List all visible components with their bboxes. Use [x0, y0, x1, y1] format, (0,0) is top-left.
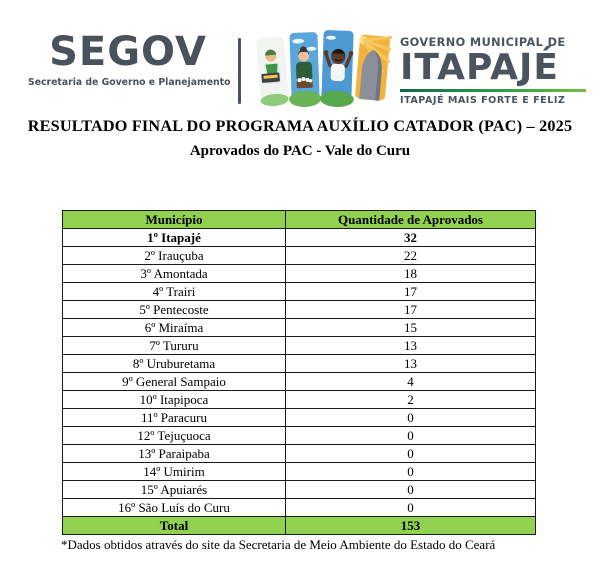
- municipio-cell: 13º Paraipaba: [63, 445, 286, 463]
- people-illustration-icon: [254, 26, 394, 110]
- aprovados-cell: 13: [286, 355, 536, 373]
- title-block: [0, 117, 600, 160]
- municipal-branding: [400, 36, 592, 106]
- total-label: Total: [63, 517, 286, 535]
- results-table: [62, 210, 536, 535]
- municipio-cell: 16º São Luís do Curu: [63, 499, 286, 517]
- table-row: [63, 301, 536, 319]
- municipio-cell: 1º Itapajé: [63, 229, 286, 247]
- table-row: [63, 319, 536, 337]
- table-total-row: [63, 517, 536, 535]
- table-row: [63, 283, 536, 301]
- government-line: GOVERNO MUNICIPAL DE: [400, 36, 566, 49]
- table-row: [63, 373, 536, 391]
- column-header-aprovados: Quantidade de Aprovados: [286, 211, 536, 229]
- city-slogan: ITAPAJÉ MAIS FORTE E FELIZ: [400, 95, 566, 107]
- table-row: [63, 445, 536, 463]
- aprovados-cell: 0: [286, 499, 536, 517]
- table-row: [63, 265, 536, 283]
- municipio-cell: 12º Tejuçuoca: [63, 427, 286, 445]
- city-name: ITAPAJÉ: [400, 47, 559, 88]
- municipio-cell: 4º Trairi: [63, 283, 286, 301]
- segov-tagline: Secretaria de Governo e Planejamento: [28, 77, 231, 88]
- aprovados-cell: 15: [286, 319, 536, 337]
- table-row: [63, 337, 536, 355]
- aprovados-cell: 0: [286, 409, 536, 427]
- table-header-row: [63, 211, 536, 229]
- hooded-woman-sun-icon: [354, 34, 391, 101]
- municipio-cell: 15º Apuiarés: [63, 481, 286, 499]
- document-subtitle: Aprovados do PAC - Vale do Curu: [189, 143, 411, 159]
- aprovados-cell: 17: [286, 283, 536, 301]
- aprovados-cell: 0: [286, 445, 536, 463]
- municipio-cell: 6º Miraíma: [63, 319, 286, 337]
- table-row: [63, 229, 536, 247]
- woman-with-flowers-icon: [287, 31, 322, 107]
- municipio-cell: 3º Amontada: [63, 265, 286, 283]
- segov-logo: [28, 29, 231, 88]
- aprovados-cell: 4: [286, 373, 536, 391]
- column-header-municipio: Município: [63, 211, 286, 229]
- logo-divider: [238, 38, 241, 104]
- table-row: [63, 409, 536, 427]
- aprovados-cell: 0: [286, 463, 536, 481]
- aprovados-cell: 13: [286, 337, 536, 355]
- table-body: [63, 229, 536, 517]
- table-row: [63, 391, 536, 409]
- aprovados-cell: 0: [286, 481, 536, 499]
- table-row: [63, 247, 536, 265]
- table-row: [63, 463, 536, 481]
- municipio-cell: 10º Itapipoca: [63, 391, 286, 409]
- municipio-cell: 5º Pentecoste: [63, 301, 286, 319]
- segov-logo-text: SEGOV: [49, 29, 207, 75]
- municipio-cell: 11º Paracuru: [63, 409, 286, 427]
- happy-child-icon: [320, 29, 357, 107]
- recycler-man-with-box-icon: [255, 36, 290, 107]
- table-row: [63, 481, 536, 499]
- total-value: 153: [286, 517, 536, 535]
- aprovados-cell: 17: [286, 301, 536, 319]
- table-row: [63, 499, 536, 517]
- municipio-cell: 7º Tururu: [63, 337, 286, 355]
- data-source-footnote: *Dados obtidos através do site da Secretaria de Meio Ambiente do Estado do Ceará: [61, 537, 496, 552]
- municipio-cell: 2º Irauçuba: [63, 247, 286, 265]
- document-title: RESULTADO FINAL DO PROGRAMA AUXÍLIO CATADOR (PAC) – 2025: [27, 117, 573, 135]
- municipio-cell: 14º Umirim: [63, 463, 286, 481]
- aprovados-cell: 32: [286, 229, 536, 247]
- aprovados-cell: 18: [286, 265, 536, 283]
- brand-gradient-line: [400, 89, 586, 93]
- aprovados-cell: 2: [286, 391, 536, 409]
- municipio-cell: 8º Uruburetama: [63, 355, 286, 373]
- table-row: [63, 355, 536, 373]
- aprovados-cell: 22: [286, 247, 536, 265]
- municipio-cell: 9º General Sampaio: [63, 373, 286, 391]
- table-row: [63, 427, 536, 445]
- aprovados-cell: 0: [286, 427, 536, 445]
